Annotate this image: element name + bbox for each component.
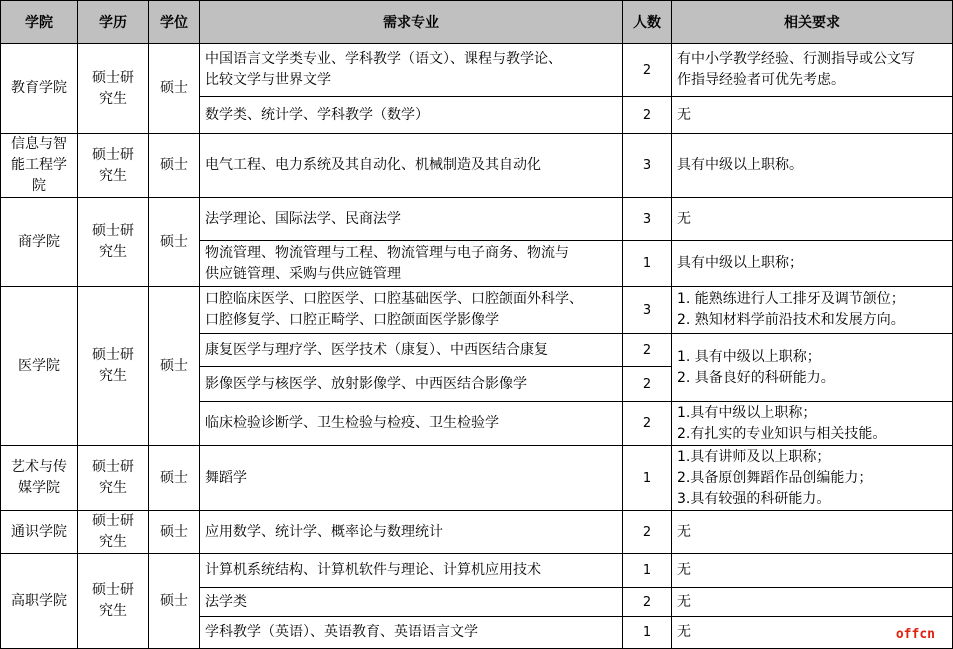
education-line: 硕士研 [92, 69, 134, 86]
table-body [1, 44, 953, 649]
count-cell: 1 [623, 241, 672, 287]
count-cell: 1 [623, 617, 672, 649]
education-cell [78, 134, 149, 198]
college-cell [1, 511, 78, 554]
offcn-watermark: offcn [895, 627, 935, 642]
requirement-cell [672, 287, 953, 334]
college-cell [1, 446, 78, 511]
requirement-line: 作指导经验者可优先考虑。 [677, 72, 845, 88]
header-education: 学历 [78, 1, 149, 44]
major-cell [200, 511, 623, 554]
count-cell: 2 [623, 367, 672, 402]
major-line: 影像医学与核医学、放射影像学、中西医结合影像学 [205, 375, 527, 392]
count-cell: 3 [623, 198, 672, 241]
table-row [1, 511, 953, 554]
table-row [1, 134, 953, 198]
education-line: 究生 [99, 534, 127, 550]
requirement-cell [672, 241, 953, 287]
education-line: 究生 [99, 603, 127, 619]
degree-cell: 硕士 [149, 134, 200, 198]
requirement-line: 1. 能熟练进行人工排牙及调节颌位； [677, 291, 905, 307]
college-line: 信息与智 [11, 136, 67, 152]
table-row [1, 554, 953, 588]
major-cell [200, 134, 623, 198]
college-line: 通识学院 [11, 523, 67, 540]
requirement-line: 2.具备原创舞蹈作品创编能力； [677, 469, 873, 486]
degree-cell: 硕士 [149, 511, 200, 554]
major-cell [200, 287, 623, 334]
table-row [1, 287, 953, 334]
major-line: 法学理论、国际法学、民商法学 [205, 210, 401, 227]
college-line: 媒学院 [18, 480, 60, 496]
college-line: 教育学院 [11, 80, 67, 96]
major-line: 数学类、统计学、学科教学（数学） [205, 106, 429, 123]
degree-cell: 硕士 [149, 554, 200, 649]
major-line: 口腔修复学、口腔正畸学、口腔颌面医学影像学 [205, 312, 499, 328]
major-cell [200, 554, 623, 588]
requirement-line: 无 [677, 210, 691, 227]
count-cell: 3 [623, 287, 672, 334]
major-line: 物流管理、物流管理与工程、物流管理与电子商务、物流与 [205, 244, 569, 261]
major-line: 供应链管理、采购与供应链管理 [205, 265, 401, 282]
major-line: 法学类 [205, 593, 247, 610]
major-cell [200, 588, 623, 617]
requirement-line: 具有中级以上职称。 [677, 157, 803, 173]
requirement-line: 无 [677, 562, 691, 578]
education-line: 究生 [99, 244, 127, 260]
major-line: 中国语言文学类专业、学科教学（语文）、课程与教学论、 [205, 51, 562, 67]
college-cell [1, 554, 78, 649]
major-cell [200, 241, 623, 287]
header-college: 学院 [1, 1, 78, 44]
requirement-line: 具有中级以上职称； [677, 255, 803, 271]
education-line: 究生 [99, 480, 127, 496]
education-line: 究生 [99, 368, 127, 384]
college-line: 能工程学 [11, 157, 67, 173]
education-line: 硕士研 [92, 347, 134, 363]
requirement-cell [672, 554, 953, 588]
requirement-line: 2.有扎实的专业知识与相关技能。 [677, 425, 887, 442]
education-cell [78, 511, 149, 554]
degree-cell: 硕士 [149, 446, 200, 511]
header-requirement: 相关要求 [672, 1, 953, 44]
requirement-line: 2. 熟知材料学前沿技术和发展方向。 [677, 312, 905, 328]
requirement-cell [672, 198, 953, 241]
major-line: 口腔临床医学、口腔医学、口腔基础医学、口腔颌面外科学、 [205, 291, 583, 307]
major-line: 舞蹈学 [205, 469, 247, 486]
education-cell [78, 198, 149, 287]
requirement-line: 1.具有讲师及以上职称； [677, 448, 831, 465]
education-line: 硕士研 [92, 223, 134, 239]
major-line: 康复医学与理疗学、医学技术（康复）、中西医结合康复 [205, 341, 548, 358]
table-row [1, 44, 953, 97]
requirement-line: 无 [677, 523, 691, 540]
requirement-cell [672, 134, 953, 198]
requirement-line: 无 [677, 624, 691, 640]
college-cell [1, 44, 78, 134]
header-major: 需求专业 [200, 1, 623, 44]
requirement-line: 3.具有较强的科研能力。 [677, 490, 831, 507]
college-line: 医学院 [18, 357, 60, 374]
college-line: 商学院 [18, 233, 60, 250]
requirement-cell [672, 588, 953, 617]
college-line: 高职学院 [11, 592, 67, 609]
table-row [1, 446, 953, 511]
degree-cell: 硕士 [149, 287, 200, 446]
count-cell: 2 [623, 402, 672, 446]
major-line: 计算机系统结构、计算机软件与理论、计算机应用技术 [205, 562, 541, 578]
education-cell [78, 554, 149, 649]
count-cell: 2 [623, 97, 672, 134]
requirement-cell [672, 44, 953, 97]
requirement-line: 2. 具备良好的科研能力。 [677, 369, 835, 386]
requirement-line: 无 [677, 593, 691, 610]
requirement-line: 1.具有中级以上职称； [677, 404, 817, 421]
education-line: 硕士研 [92, 459, 134, 475]
degree-cell: 硕士 [149, 44, 200, 134]
major-cell [200, 334, 623, 367]
education-line: 究生 [99, 90, 127, 107]
major-cell [200, 446, 623, 511]
college-cell [1, 287, 78, 446]
major-line: 比较文学与世界文学 [205, 72, 331, 88]
major-cell [200, 97, 623, 134]
requirement-cell [672, 446, 953, 511]
major-cell [200, 402, 623, 446]
college-cell [1, 134, 78, 198]
count-cell: 2 [623, 588, 672, 617]
count-cell: 1 [623, 554, 672, 588]
college-line: 院 [32, 178, 46, 194]
major-line: 临床检验诊断学、卫生检验与检疫、卫生检验学 [205, 415, 499, 431]
college-line: 艺术与传 [11, 459, 67, 475]
education-cell [78, 44, 149, 134]
requirement-line: 有中小学教学经验、行测指导或公文写 [677, 51, 915, 67]
requirement-line: 无 [677, 106, 691, 123]
count-cell: 3 [623, 134, 672, 198]
major-cell [200, 44, 623, 97]
requirement-cell [672, 511, 953, 554]
major-line: 应用数学、统计学、概率论与数理统计 [205, 523, 443, 540]
education-line: 硕士研 [92, 582, 134, 598]
count-cell: 2 [623, 511, 672, 554]
major-line: 学科教学（英语）、英语教育、英语语言文学 [205, 624, 478, 640]
major-line: 电气工程、电力系统及其自动化、机械制造及其自动化 [205, 157, 541, 173]
college-cell [1, 198, 78, 287]
degree-cell: 硕士 [149, 198, 200, 287]
major-cell [200, 367, 623, 402]
header-row [1, 1, 953, 44]
header-count: 人数 [623, 1, 672, 44]
requirement-cell [672, 402, 953, 446]
major-cell [200, 617, 623, 649]
education-cell [78, 446, 149, 511]
education-line: 硕士研 [92, 513, 134, 529]
education-cell [78, 287, 149, 446]
major-cell [200, 198, 623, 241]
count-cell: 1 [623, 446, 672, 511]
requirement-line: 1. 具有中级以上职称； [677, 348, 821, 365]
education-line: 硕士研 [92, 146, 134, 163]
table-row [1, 198, 953, 241]
count-cell: 2 [623, 44, 672, 97]
requirement-cell [672, 97, 953, 134]
education-line: 究生 [99, 167, 127, 184]
header-degree: 学位 [149, 1, 200, 44]
requirement-cell [672, 334, 953, 402]
count-cell: 2 [623, 334, 672, 367]
